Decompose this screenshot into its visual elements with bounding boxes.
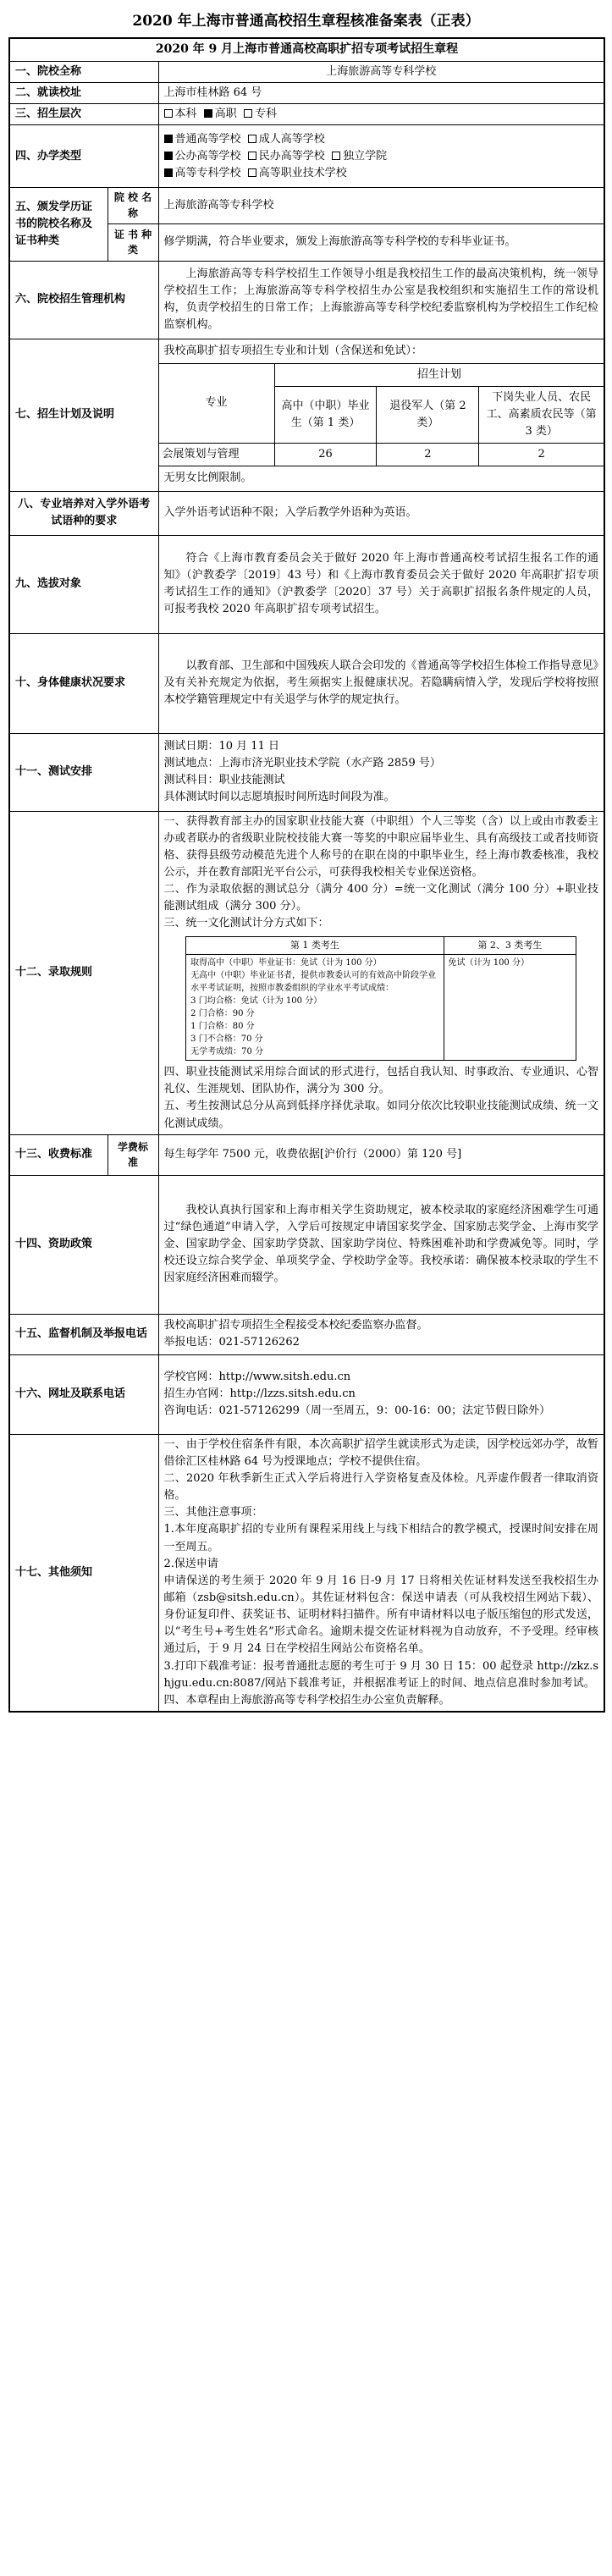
language-text: 入学外语考试语种不限；入学后教学外语种为英语。 bbox=[158, 491, 604, 535]
admission-rule-5: 五、考生按测试总分从高到低择序择优录取。如同分依次比较职业技能测试成绩、统一文化测试成绩。 bbox=[163, 1100, 599, 1130]
contact-text bbox=[158, 1354, 604, 1434]
checkbox-icon bbox=[248, 168, 256, 177]
aid-text: 我校认真执行国家和上海市相关学生资助规定，被本校录取的家庭经济困难学生可通过“绿色通道”申请入学，入学后可按规定申请国家奖学金、国家励志奖学金、上海市奖学金、国家助学金、国家助学贷款、国家助学岗位、特殊困难补助和学费减免等。同时，学校还设立综合奖学金、单项奖学金、学校助学金等。我校承诺：确保被本校录取的学生不因家庭经济困难而辍学。 bbox=[158, 1175, 604, 1314]
plan-major-name: 会展策划与管理 bbox=[159, 444, 275, 466]
type-line-2: 公办高等学校 民办高等学校 独立学院 bbox=[164, 148, 599, 165]
plan-col-category-3: 下岗失业人员、农民工、高素质农民等（第 3 类） bbox=[479, 386, 604, 443]
other-note-teaching-mode: 1.本年度高职扩招的专业所有课程采用线上与线下相结合的教学模式，授课时间安排在周一至周五。 bbox=[163, 1523, 599, 1553]
score-header-category-1: 第 1 类考生 bbox=[186, 936, 444, 955]
plan-table bbox=[159, 364, 604, 466]
admission-rule-4: 四、职业技能测试采用综合面试的形式进行，包括自我认知、时事政治、专业通识、心智礼仪、生涯规划、团队协作，满分为 300 分。 bbox=[163, 1066, 599, 1096]
plan-col-category-1: 高中（中职）毕业生（第 1 类） bbox=[274, 386, 377, 443]
institution-name-value: 上海旅游高等专科学校 bbox=[158, 188, 604, 223]
report-phone: 举报电话：021-57126262 bbox=[163, 1336, 300, 1349]
test-date: 测试日期：10 月 11 日 bbox=[163, 739, 279, 753]
target-text: 符合《上海市教育委员会关于做好 2020 年上海市普通高校考试招生报名工作的通知》（沪教委学〔2019〕43 号）和《上海市教育委员会关于做好 2020 年高职扩招专项考试招生工作的通知》（沪教委学〔2020〕37 号）关于高职扩招报名条件规定的人员，可报考我校 2020 年高职扩招专项考试招生。 bbox=[158, 535, 604, 633]
tuition-label: 学费标准 bbox=[108, 1134, 158, 1175]
test-time-note: 具体测试时间以志愿填报时间所选时间段为准。 bbox=[163, 791, 395, 804]
level-option-vocational: 高职 bbox=[204, 108, 237, 120]
type-line-3: 高等专科学校 高等职业技术学校 bbox=[164, 165, 599, 182]
type-line-1: 普通高等学校 成人高等学校 bbox=[164, 131, 599, 148]
plan-label: 七、招生计划及说明 bbox=[9, 339, 158, 491]
test-subject: 测试科目：职业技能测试 bbox=[163, 774, 285, 787]
checkbox-icon bbox=[332, 152, 340, 160]
admissions-website: 招生办官网：http://lzzs.sitsh.edu.cn bbox=[163, 1387, 356, 1401]
certificate-label: 五、颁发学历证书的院校名称及证书种类 bbox=[9, 188, 108, 261]
score-method-table bbox=[185, 936, 576, 1062]
test-location: 测试地点：上海市济光职业技术学院（水产路 2859 号） bbox=[163, 756, 441, 769]
school-name-value: 上海旅游高等专科学校 bbox=[158, 62, 604, 83]
other-label: 十七、其他须知 bbox=[9, 1434, 158, 1712]
checkbox-icon bbox=[244, 109, 252, 118]
checkbox-checked-icon bbox=[164, 152, 173, 160]
admission-rule-2: 二、作为录取依据的测试总分（满分 400 分）=统一文化测试（满分 100 分）+职业技能测试组成（满分 300 分）。 bbox=[163, 883, 599, 913]
school-website: 学校官网：http://www.sitsh.edu.cn bbox=[163, 1370, 351, 1383]
health-text: 以教育部、卫生部和中国残疾人联合会印发的《普通高等学校招生体检工作指导意见》及有关补充规定为依据，考生须据实上报健康状况。若隐瞒病情入学，发现后学校将按照本校学籍管理规定中有关退学与休学的规定执行。 bbox=[158, 633, 604, 733]
certificate-type-label: 证 书 种 类 bbox=[108, 223, 158, 261]
plan-header-plan: 招生计划 bbox=[274, 364, 604, 387]
score-header-category-23: 第 2、3 类考生 bbox=[444, 936, 576, 955]
language-label: 八、专业培养对入学外语考试语种的要求 bbox=[9, 491, 158, 535]
level-option-undergrad: 本科 bbox=[164, 108, 197, 120]
school-name-label: 一、院校全称 bbox=[9, 62, 158, 83]
checkbox-icon bbox=[248, 135, 256, 143]
plan-col-category-2: 退役军人（第 2 类） bbox=[377, 386, 479, 443]
other-note-admit-card: 3.打印下载准考证：报考普通批志愿的考生可于 9 月 30 日 15：00 起登录 http://zkz.shjgu.edu.cn:8087/网站下载准考证，并根据准考证上的时间、地点信息准时参加考试。 bbox=[163, 1659, 599, 1690]
health-label: 十、身体健康状况要求 bbox=[9, 633, 158, 733]
checkbox-checked-icon bbox=[164, 135, 173, 143]
aid-label: 十四、资助政策 bbox=[9, 1175, 158, 1314]
level-options bbox=[158, 104, 604, 125]
score-category-1-rules: 取得高中（中职）毕业证书：免试（计为 100 分） 无高中（中职）毕业证书者，提供市教委认可的有效高中阶段学业水平考试证明，按照市教委组织的学业水平考试成绩： 3 门均合格：免试（计为 100 分） 2 门合格：90 分 1 门合格：80 分 3 门不合格：70 分 无学考成绩：70 分 bbox=[186, 955, 444, 1061]
fee-label: 十三、收费标准 bbox=[9, 1134, 108, 1175]
other-text bbox=[158, 1434, 604, 1712]
other-note-interpretation: 四、本章程由上海旅游高等专科学校招生办公室负责解释。 bbox=[163, 1693, 450, 1707]
other-note-2: 二、2020 年秋季新生正式入学后将进行入学资格复查及体检。凡弄虚作假者一律取消资格。 bbox=[163, 1471, 599, 1503]
plan-cell bbox=[158, 339, 604, 491]
fee-text: 每生每学年 7500 元，收费依据[沪价行（2000）第 120 号] bbox=[158, 1134, 604, 1175]
level-option-junior: 专科 bbox=[244, 108, 277, 120]
supervision-line: 我校高职扩招专项招生全程接受本校纪委监察办监督。 bbox=[163, 1319, 428, 1332]
contact-label: 十六、网址及联系电话 bbox=[9, 1354, 158, 1434]
supervision-label: 十五、监督机制及举报电话 bbox=[9, 1314, 158, 1354]
plan-value-2: 2 bbox=[377, 444, 479, 466]
admission-text bbox=[158, 811, 604, 1134]
other-note-3: 三、其他注意事项： bbox=[163, 1506, 263, 1520]
test-label: 十一、测试安排 bbox=[9, 733, 158, 811]
checkbox-checked-icon bbox=[204, 109, 212, 118]
plan-note: 无男女比例限制。 bbox=[159, 466, 604, 490]
address-label: 二、就读校址 bbox=[9, 83, 158, 104]
other-note-recommend-details: 申请保送的考生须于 2020 年 9 月 16 日-9 月 17 日将相关佐证材料发送至我校招生办邮箱（zsb@sitsh.edu.cn）。其佐证材料包含：保送申请表（可从我校招生网站下载）、身份证复印件、获奖证书、证明材料扫描件。所有申请材料以电子版压缩包的形式发送，以“考生号+考生姓名”形式命名。逾期未提交佐证材料视为自动放弃，不予受理。经审核通过后，于 9 月 24 日在学校招生网站公布资格名单。 bbox=[163, 1574, 599, 1656]
checkbox-icon bbox=[164, 109, 173, 118]
address-value: 上海市桂林路 64 号 bbox=[158, 83, 604, 104]
checkbox-icon bbox=[248, 152, 256, 160]
checkbox-checked-icon bbox=[164, 168, 173, 177]
plan-value-1: 26 bbox=[274, 444, 377, 466]
level-label: 三、招生层次 bbox=[9, 104, 158, 125]
management-text: 上海旅游高等专科学校招生工作领导小组是我校招生工作的最高决策机构，统一领导学校招生工作；上海旅游高等专科学校招生办公室是我校组织和实施招生工作的常设机构，负责学校招生的日常工作；上海旅游高等专科学校纪委监察机构为学校招生工作纪检监察机构。 bbox=[158, 261, 604, 339]
type-options bbox=[158, 125, 604, 188]
score-category-23-rules: 免试（计为 100 分） bbox=[444, 955, 576, 1061]
admission-label: 十二、录取规则 bbox=[9, 811, 158, 1134]
charter-banner: 2020 年 9 月上海市普通高校高职扩招专项考试招生章程 bbox=[9, 38, 604, 61]
test-text bbox=[158, 733, 604, 811]
admission-rule-1: 一、获得教育部主办的国家职业技能大赛（中职组）个人三等奖（含）以上或由市教委主办或者联办的省级职业院校技能大赛一等奖的中职应届毕业生、具有高级技工或者技师资格、获得县级劳动模范先进个人称号的在职在岗的中职毕业生，经上海市教委核准，我校公示，并在教育部阳光平台公示，可获得我校相关专业保送资格。 bbox=[163, 814, 599, 880]
consult-phone: 咨询电话：021-57126299（周一至周五，9：00-16：00；法定节假日除外） bbox=[163, 1404, 551, 1418]
page-title: 2020 年上海市普通高校招生章程核准备案表（正表） bbox=[132, 13, 480, 30]
target-label: 九、选拔对象 bbox=[9, 535, 158, 633]
plan-value-3: 2 bbox=[479, 444, 604, 466]
other-note-recommend-heading: 2.保送申请 bbox=[163, 1557, 218, 1570]
supervision-text bbox=[158, 1314, 604, 1354]
management-label: 六、院校招生管理机构 bbox=[9, 261, 158, 339]
admission-rule-3: 三、统一文化测试计分方式如下： bbox=[163, 917, 329, 930]
charter-form-table bbox=[8, 37, 605, 1713]
plan-header-major: 专业 bbox=[159, 364, 275, 444]
certificate-type-value: 修学期满，符合毕业要求，颁发上海旅游高等专科学校的专科毕业证书。 bbox=[158, 223, 604, 261]
plan-intro: 我校高职扩招专项招生专业和计划（含保送和免试）： bbox=[159, 339, 604, 364]
institution-name-label: 院 校 名 称 bbox=[108, 188, 158, 223]
other-note-1: 一、由于学校住宿条件有限，本次高职扩招学生就读形式为走读，因学校远郊办学，故暂借徐汇区桂林路 64 号为授课地点；学校不提供住宿。 bbox=[163, 1437, 599, 1468]
type-label: 四、办学类型 bbox=[9, 125, 158, 188]
